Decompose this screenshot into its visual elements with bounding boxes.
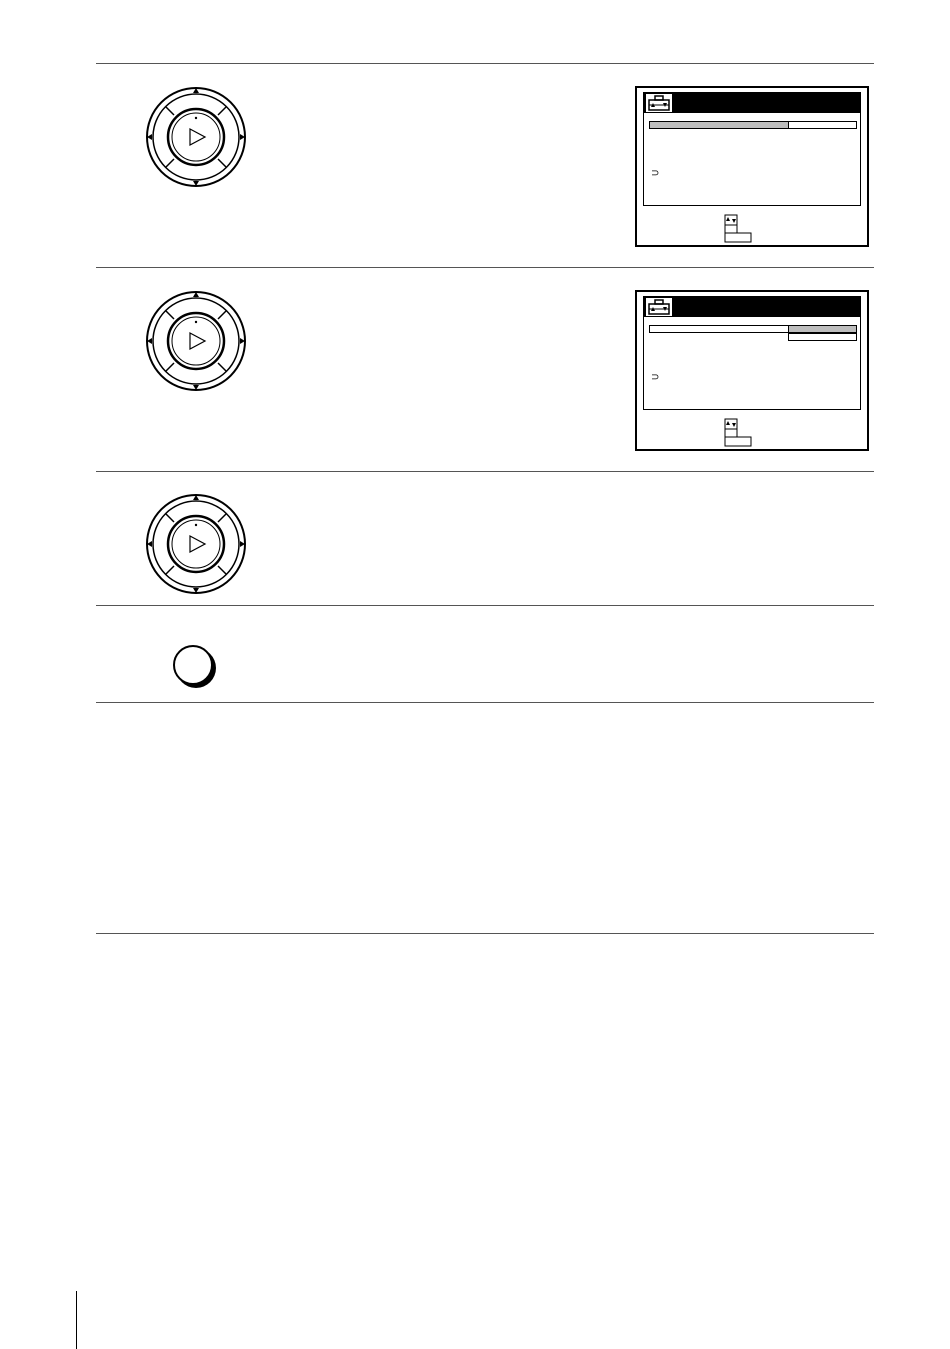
section-divider bbox=[96, 933, 874, 934]
menu-panel bbox=[643, 296, 861, 410]
section-divider bbox=[96, 471, 874, 472]
section-divider bbox=[96, 605, 874, 606]
menu-title-bar bbox=[644, 93, 860, 113]
section-divider bbox=[96, 267, 874, 268]
menu-panel bbox=[643, 92, 861, 206]
up-down-arrows-icon bbox=[724, 214, 752, 244]
up-down-arrows-icon bbox=[724, 418, 752, 448]
arrow-dial-icon[interactable] bbox=[145, 290, 247, 392]
return-icon: ⊃ bbox=[651, 168, 660, 179]
submenu-screen bbox=[635, 290, 869, 451]
menu-item bbox=[649, 325, 789, 333]
round-button-icon[interactable] bbox=[172, 643, 220, 691]
page-margin-line bbox=[76, 1291, 77, 1349]
menu-item-selected[interactable] bbox=[649, 121, 789, 129]
section-divider bbox=[96, 702, 874, 703]
arrow-dial-icon[interactable] bbox=[145, 86, 247, 188]
menu-title-bar bbox=[644, 297, 860, 317]
submenu-option[interactable] bbox=[788, 333, 857, 341]
section-divider bbox=[96, 63, 874, 64]
menu-screen bbox=[635, 86, 869, 247]
toolbox-icon bbox=[646, 298, 672, 316]
toolbox-icon bbox=[646, 94, 672, 112]
submenu-option-selected[interactable] bbox=[788, 325, 857, 333]
return-icon: ⊃ bbox=[651, 372, 660, 383]
arrow-dial-icon[interactable] bbox=[145, 493, 247, 595]
menu-item-value bbox=[788, 121, 857, 129]
